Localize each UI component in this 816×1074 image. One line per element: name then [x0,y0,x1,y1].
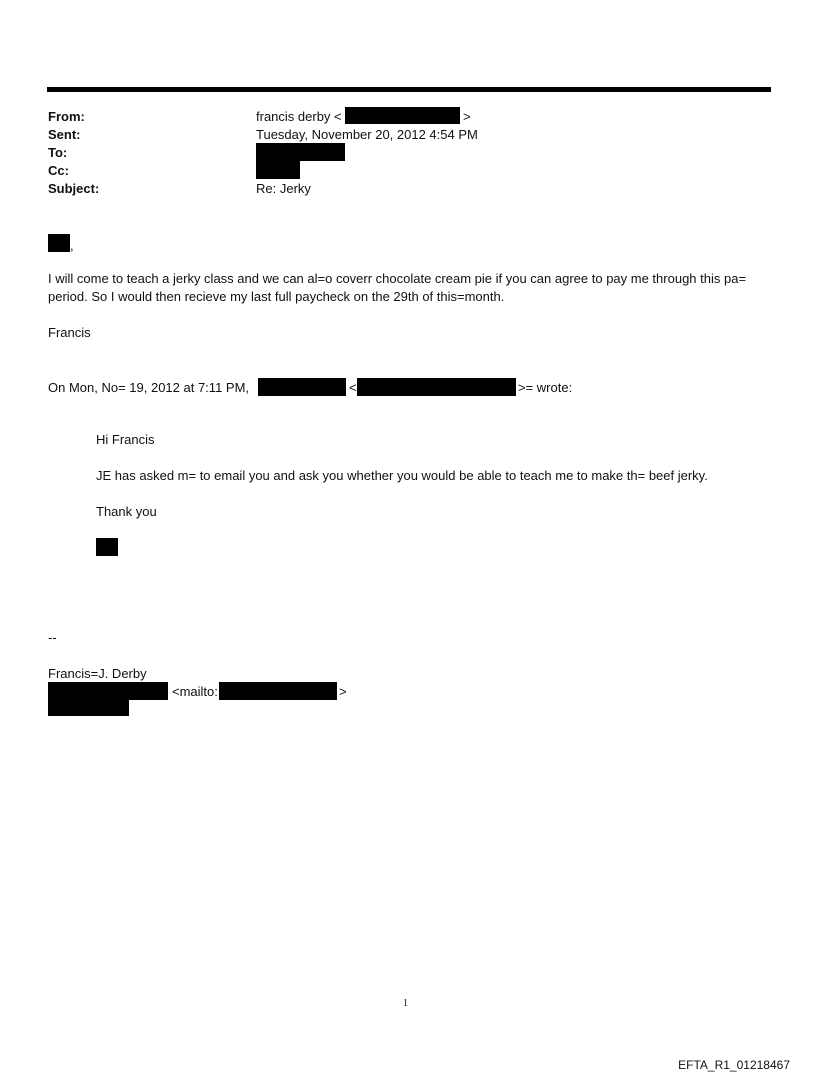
signature-name: Francis=J. Derby [48,666,147,681]
body-signoff: Francis [48,325,91,340]
redaction-to [256,143,345,161]
document-id: EFTA_R1_01218467 [678,1058,790,1072]
quote-intro: On Mon, No= 19, 2012 at 7:11 PM, [48,380,250,395]
subject-label: Subject: [48,181,100,196]
quote-line-greeting: Hi Francis [96,432,155,447]
sent-label: Sent: [48,127,81,142]
redaction-from-email [345,107,460,124]
redaction-signature-phone [48,700,129,716]
sent-value: Tuesday, November 20, 2012 4:54 PM [256,127,478,142]
to-label: To: [48,145,68,160]
signature-mailto-suffix: > [339,684,347,699]
quote-line-request: JE has asked m= to email you and ask you whether you would be able to teach me to make th= beef jerky. [96,468,708,483]
header-rule [47,87,771,92]
signature-dashes: -- [48,630,57,645]
greeting-comma: , [70,238,74,253]
redaction-signature-mailto [219,682,337,700]
page-number: 1 [403,998,408,1009]
signature-mailto-prefix: <mailto: [172,684,218,699]
quote-line-thanks: Thank you [96,504,157,519]
from-label: From: [48,109,85,124]
redaction-cc [256,161,300,179]
redaction-greeting [48,234,70,252]
cc-label: Cc: [48,163,69,178]
from-close: > [463,109,471,124]
redaction-signature-email [48,682,168,700]
quote-intro-wrote: >= wrote: [518,380,573,395]
from-name: francis derby < [256,109,342,124]
quote-intro-lt: < [349,380,357,395]
subject-value: Re: Jerky [256,181,311,196]
redaction-quote-signature [96,538,118,556]
body-paragraph: I will come to teach a jerky class and we can al=o coverr chocolate cream pie if you can agree to pay me through this pa= period. So I would then recieve my last full paycheck on the 29th of this=month. [48,271,747,304]
redaction-quote-sender-email [357,378,516,396]
redaction-quote-sender-name [258,378,346,396]
